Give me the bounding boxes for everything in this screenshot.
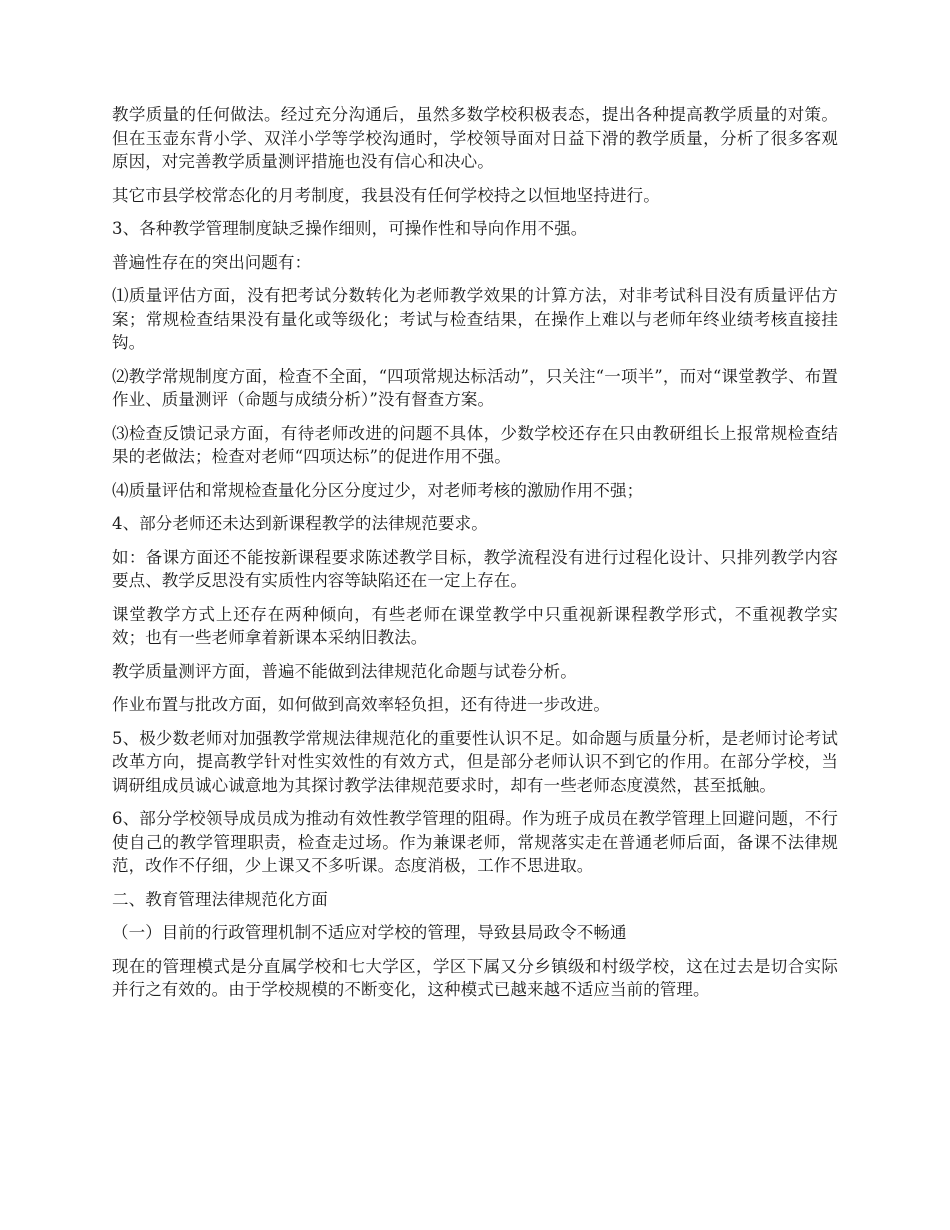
- paragraph-assessment: 教学质量测评方面，普遍不能做到法律规范化命题与试卷分析。: [112, 661, 577, 681]
- paragraph-continuation: 教学质量的任何做法。经过充分沟通后，虽然多数学校积极表态，提出各种提高教学质量的对策。但在玉壶东背小学、双洋小学等学校沟通时，学校领导面对日益下滑的教学质量，分析了很多客观原因，对完善教学质量测评措施也没有信心和决心。: [112, 105, 838, 171]
- section-heading-6: 6、部分学校领导成员成为推动有效性教学管理的阻碍。作为班子成员在教学管理上回避问题，不行使自己的教学管理职责，检查走过场。作为兼课老师，常规落实走在普通老师后面，备课不法律规范，改作不仔细，少上课又不多听课。态度消极，工作不思进取。: [112, 809, 838, 875]
- section-heading-3: 3、各种教学管理制度缺乏操作细则，可操作性和导向作用不强。: [112, 219, 588, 238]
- paragraph-lesson-prep: 如：备课方面还不能按新课程要求陈述教学目标，教学流程没有进行过程化设计、只排列教学内容要点、教学反思没有实质性内容等缺陷还在一定上存在。: [112, 547, 838, 590]
- list-item-2: ⑵教学常规制度方面，检查不全面，“四项常规达标活动”，只关注“一项半”，而对“课堂教学、布置作业、质量测评（命题与成绩分析）”没有督查方案。: [112, 366, 838, 409]
- list-item-3: ⑶检查反馈记录方面，有待老师改进的问题不具体，少数学校还存在只由教研组长上报常规检查结果的老做法；检查对老师“四项达标”的促进作用不强。: [112, 423, 838, 466]
- paragraph-monthly-exam: 其它市县学校常态化的月考制度，我县没有任何学校持之以恒地坚持进行。: [112, 185, 660, 205]
- section-heading-4: 4、部分老师还未达到新课程教学的法律规范要求。: [112, 514, 488, 533]
- chapter-heading-2: 二、教育管理法律规范化方面: [112, 889, 328, 909]
- subsection-heading-1: （一）目前的行政管理机制不适应对学校的管理，导致县局政令不畅通: [112, 923, 627, 942]
- paragraph-common-issues: 普遍性存在的突出问题有：: [112, 252, 312, 272]
- section-heading-5: 5、极少数老师对加强教学常规法律规范化的重要性认识不足。如命题与质量分析，是老师讨论考试改革方向，提高教学针对性实效性的有效方式，但是部分老师认识不到它的作用。在部分学校，当调研组成员诚心诚意地为其探讨教学法律规范要求时，却有一些老师态度漠然，甚至抵触。: [112, 728, 838, 795]
- paragraph-homework: 作业布置与批改方面，如何做到高效率轻负担，还有待进一步改进。: [112, 695, 610, 714]
- paragraph-management-mode: 现在的管理模式是分直属学校和七大学区，学区下属又分乡镇级和村级学校，这在过去是切合实际并行之有效的。由于学校规模的不断变化，这种模式已越来越不适应当前的管理。: [112, 956, 838, 999]
- list-item-1: ⑴质量评估方面，没有把考试分数转化为老师教学效果的计算方法，对非考试科目没有质量评估方案；常规检查结果没有量化或等级化；考试与检查结果，在操作上难以与老师年终业绩考核直接挂钩。: [112, 286, 838, 352]
- paragraph-classroom: 课堂教学方式上还存在两种倾向，有些老师在课堂教学中只重视新课程教学形式，不重视教学实效；也有一些老师拿着新课本采纳旧教法。: [112, 604, 838, 647]
- list-item-4: ⑷质量评估和常规检查量化分区分度过少，对老师考核的激励作用不强；: [112, 480, 644, 500]
